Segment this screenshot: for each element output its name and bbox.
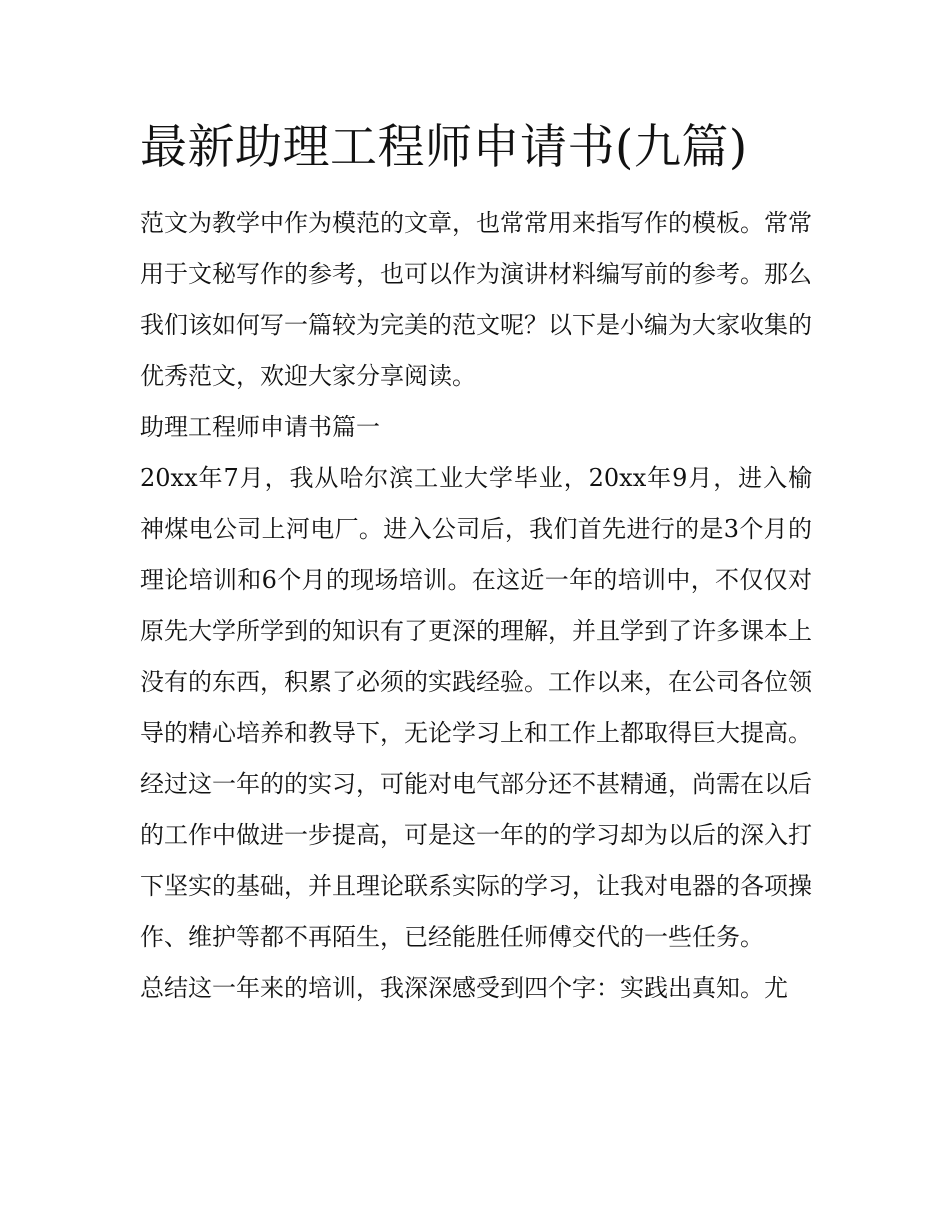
body-paragraph: 总结这一年来的培训，我深深感受到四个字：实践出真知。尤 [140, 974, 788, 1002]
intro-paragraph: 范文为教学中作为模范的文章，也常常用来指写作的模板。常常用于文秘写作的参考，也可以作为演讲材料编写前的参考。那么我们该如何写一篇较为完美的范文呢？以下是小编为大家收集的优秀范文，欢迎大家分享阅读。 [140, 209, 812, 390]
body-paragraph: 20xx年7月，我从哈尔滨工业大学毕业，20xx年9月，进入榆神煤电公司上河电厂。进入公司后，我们首先进行的是3个月的理论培训和6个月的现场培训。在这近一年的培训中，不仅仅对原先大学所学到的知识有了更深的理解，并且学到了许多课本上没有的东西，积累了必须的实践经验。工作以来，在公司各位领导的精心培养和教导下，无论学习上和工作上都取得巨大提高。 [140, 464, 812, 747]
document-body [140, 112, 812, 1014]
body-paragraph: 经过这一年的的实习，可能对电气部分还不甚精通，尚需在以后的工作中做进一步提高，可是这一年的的学习却为以后的深入打下坚实的基础，并且理论联系实际的学习，让我对电器的各项操作、维护等都不再陌生，已经能胜任师傅交代的一些任务。 [140, 770, 812, 951]
document-title: 最新助理工程师申请书(九篇) [140, 120, 748, 175]
section-heading: 助理工程师申请书篇一 [140, 413, 380, 441]
